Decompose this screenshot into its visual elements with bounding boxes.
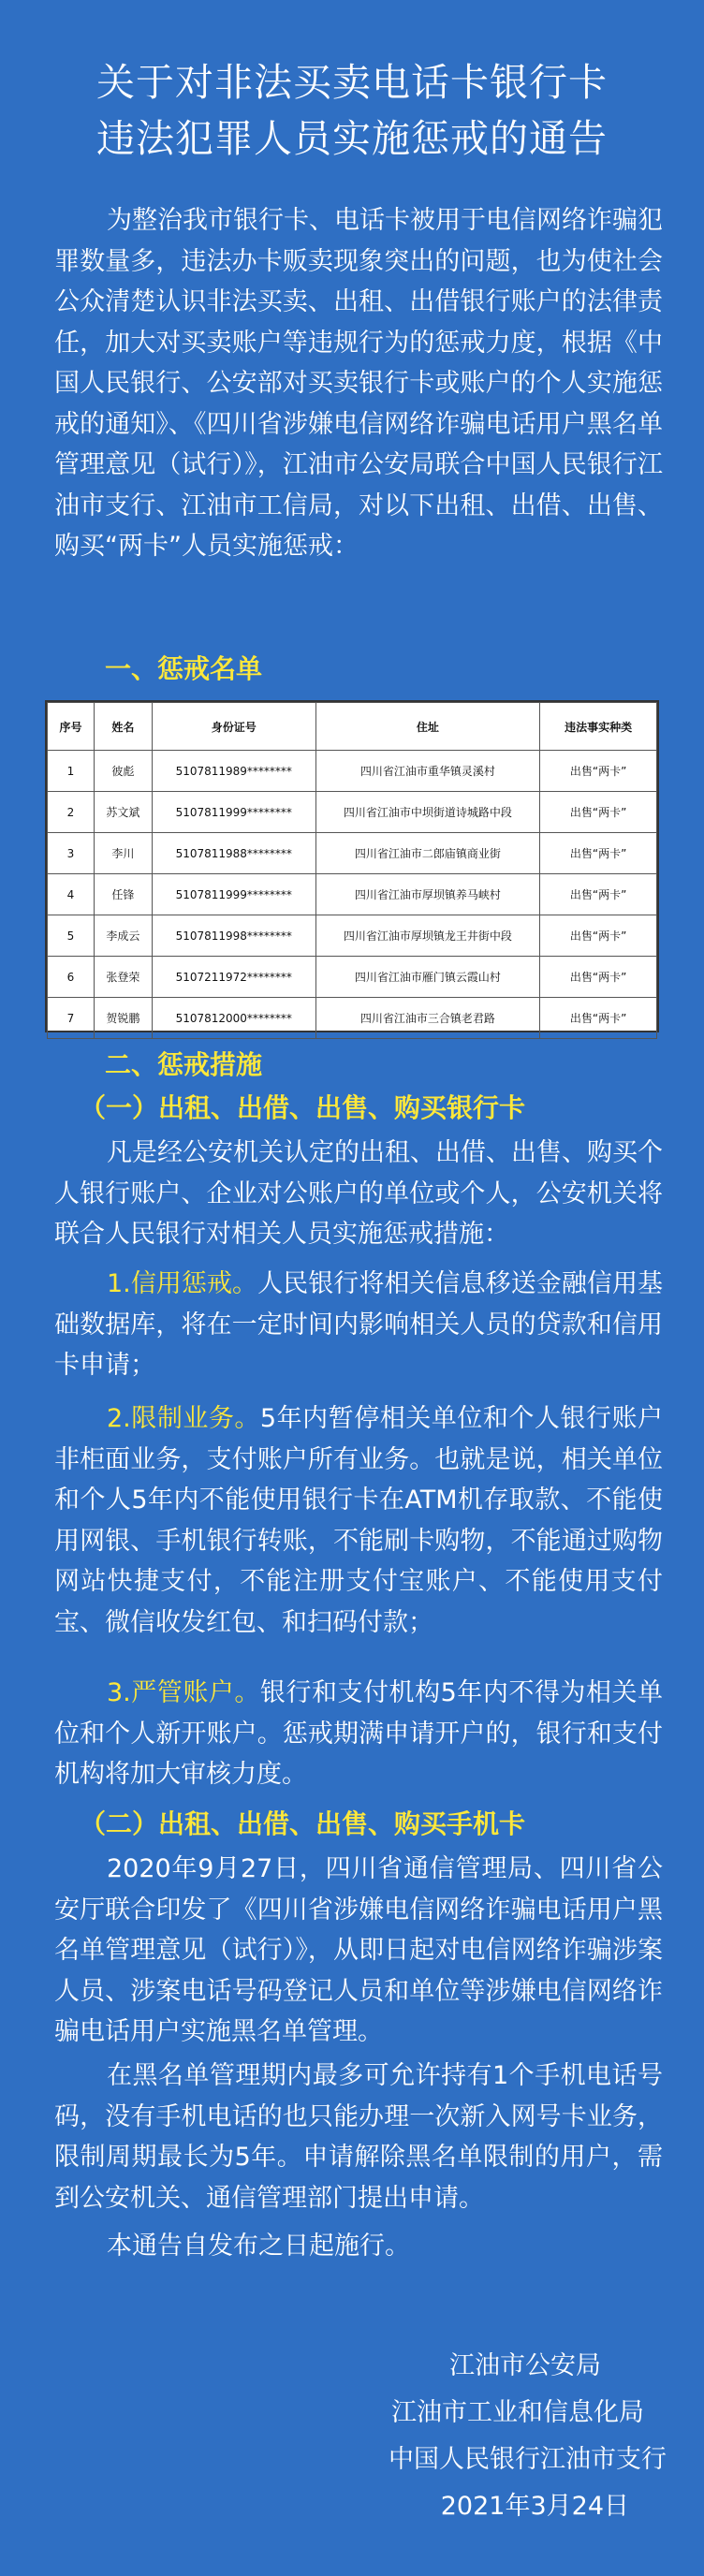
cell-violation: 出售“两卡” bbox=[540, 833, 657, 874]
cell-index: 4 bbox=[48, 874, 95, 915]
cell-address: 四川省江油市厚坝镇龙王井街中段 bbox=[315, 915, 540, 957]
signature-org-industry: 江油市工业和信息化局 bbox=[391, 2398, 644, 2427]
cell-id: 5107211972******** bbox=[152, 957, 315, 998]
cell-index: 6 bbox=[48, 957, 95, 998]
cell-name: 李成云 bbox=[94, 915, 152, 957]
cell-name: 彼彪 bbox=[94, 751, 152, 792]
measure-strict-label: 3.严管账户。 bbox=[107, 1678, 260, 1707]
cell-index: 7 bbox=[48, 998, 95, 1039]
cell-name: 张登荣 bbox=[94, 957, 152, 998]
table-row bbox=[48, 915, 657, 957]
measure-strict-paragraph bbox=[54, 1673, 663, 1795]
notice-title bbox=[0, 54, 704, 167]
table-row bbox=[48, 833, 657, 874]
cell-id: 5107811999******** bbox=[152, 874, 315, 915]
phone-card-paragraph-2: 在黑名单管理期内最多可允许持有1个手机电话号码，没有手机电话的也只能办理一次新入网号卡业务，限制周期最长为5年。申请解除黑名单限制的用户，需到公安机关、通信管理部门提出申请。 bbox=[54, 2061, 663, 2213]
cell-id: 5107811989******** bbox=[152, 751, 315, 792]
cell-address: 四川省江油市中坝街道诗城路中段 bbox=[315, 792, 540, 833]
measure-credit-text: 人民银行将相关信息移送金融信用基础数据库，将在一定时间内影响相关人员的贷款和信用卡申请； bbox=[54, 1269, 664, 1380]
cell-address: 四川省江油市雁门镇云霞山村 bbox=[315, 957, 540, 998]
cell-violation: 出售“两卡” bbox=[540, 751, 657, 792]
cell-violation: 出售“两卡” bbox=[540, 998, 657, 1039]
header-cell: 身份证号 bbox=[152, 703, 315, 751]
cell-name: 贺锐鹏 bbox=[94, 998, 152, 1039]
cell-address: 四川省江油市二郎庙镇商业街 bbox=[315, 833, 540, 874]
cell-index: 5 bbox=[48, 915, 95, 957]
cell-address: 四川省江油市重华镇灵溪村 bbox=[315, 751, 540, 792]
table-row bbox=[48, 874, 657, 915]
signature-block bbox=[389, 2343, 667, 2530]
header-cell: 违法事实种类 bbox=[540, 703, 657, 751]
subsection-phone-card-heading: （二）出租、出借、出售、购买手机卡 bbox=[80, 1808, 526, 1839]
cell-violation: 出售“两卡” bbox=[540, 915, 657, 957]
cell-violation: 出售“两卡” bbox=[540, 792, 657, 833]
cell-violation: 出售“两卡” bbox=[540, 957, 657, 998]
cell-index: 2 bbox=[48, 792, 95, 833]
header-cell: 序号 bbox=[48, 703, 95, 751]
cell-id: 5107811998******** bbox=[152, 915, 315, 957]
table-row bbox=[48, 751, 657, 792]
section-2-heading: 二、惩戒措施 bbox=[105, 1049, 263, 1080]
cell-address: 四川省江油市三合镇老君路 bbox=[315, 998, 540, 1039]
measure-strict-text: 银行和支付机构5年内不得为相关单位和个人新开账户。惩戒期满申请开户的，银行和支付机构将加大审核力度。 bbox=[54, 1678, 663, 1789]
measure-restrict-label: 2.限制业务。 bbox=[107, 1404, 260, 1433]
measure-restrict-paragraph bbox=[54, 1398, 663, 1643]
signature-org-police: 江油市公安局 bbox=[449, 2351, 601, 2380]
title-line-1: 关于对非法买卖电话卡银行卡 bbox=[96, 60, 608, 105]
table-row bbox=[48, 792, 657, 833]
cell-id: 5107812000******** bbox=[152, 998, 315, 1039]
penalty-list-table bbox=[45, 700, 659, 1032]
closing-statement: 本通告自发布之日起施行。 bbox=[107, 2232, 410, 2261]
title-line-2: 违法犯罪人员实施惩戒的通告 bbox=[96, 116, 608, 161]
measure-credit-label: 1.信用惩戒。 bbox=[107, 1269, 258, 1298]
cell-violation: 出售“两卡” bbox=[540, 874, 657, 915]
signature-date: 2021年3月24日 bbox=[440, 2492, 629, 2521]
cell-index: 1 bbox=[48, 751, 95, 792]
phone-card-paragraph-1: 2020年9月27日，四川省通信管理局、四川省公安厅联合印发了《四川省涉嫌电信网络诈骗电话用户黑名单管理意见（试行）》，从即日起对电信网络诈骗涉案人员、涉案电话号码登记人员和单位等涉嫌电信网络诈骗电话用户实施黑名单管理。 bbox=[54, 1854, 663, 2046]
cell-id: 5107811988******** bbox=[152, 833, 315, 874]
table-row bbox=[48, 998, 657, 1039]
header-cell: 住址 bbox=[315, 703, 540, 751]
section-1-heading: 一、惩戒名单 bbox=[105, 653, 263, 684]
table-row bbox=[48, 957, 657, 998]
cell-index: 3 bbox=[48, 833, 95, 874]
cell-name: 李川 bbox=[94, 833, 152, 874]
signature-org-bank: 中国人民银行江油市支行 bbox=[389, 2445, 667, 2474]
cell-address: 四川省江油市厚坝镇养马峡村 bbox=[315, 874, 540, 915]
measure-credit-paragraph bbox=[54, 1264, 663, 1386]
intro-paragraph: 为整治我市银行卡、电话卡被用于电信网络诈骗犯罪数量多，违法办卡贩卖现象突出的问题，也为使社会公众清楚认识非法买卖、出租、出借银行账户的法律责任，加大对买卖账户等违规行为的惩戒力度，根据《中国人民银行、公安部对买卖银行卡或账户的个人实施惩戒的通知》、《四川省涉嫌电信网络诈骗电话用户黑名单管理意见（试行）》，江油市公安局联合中国人民银行江油市支行、江油市工信局，对以下出租、出借、出售、购买“两卡”人员实施惩戒： bbox=[54, 206, 663, 561]
measure-restrict-text: 5年内暂停相关单位和个人银行账户非柜面业务，支付账户所有业务。也就是说，相关单位和个人5年内不能使用银行卡在ATM机存取款、不能使用网银、手机银行转账，不能刷卡购物，不能通过购物网站快捷支付，不能注册支付宝账户、不能使用支付宝、微信收发红包、和扫码付款； bbox=[54, 1404, 663, 1637]
subsection-bank-card-heading: （一）出租、出借、出售、购买银行卡 bbox=[80, 1092, 526, 1123]
bank-card-paragraph: 凡是经公安机关认定的出租、出借、出售、购买个人银行账户、企业对公账户的单位或个人，公安机关将联合人民银行对相关人员实施惩戒措施： bbox=[54, 1138, 663, 1249]
cell-id: 5107811999******** bbox=[152, 792, 315, 833]
table-header-row bbox=[48, 703, 657, 751]
cell-name: 任锋 bbox=[94, 874, 152, 915]
header-cell: 姓名 bbox=[94, 703, 152, 751]
cell-name: 苏文斌 bbox=[94, 792, 152, 833]
